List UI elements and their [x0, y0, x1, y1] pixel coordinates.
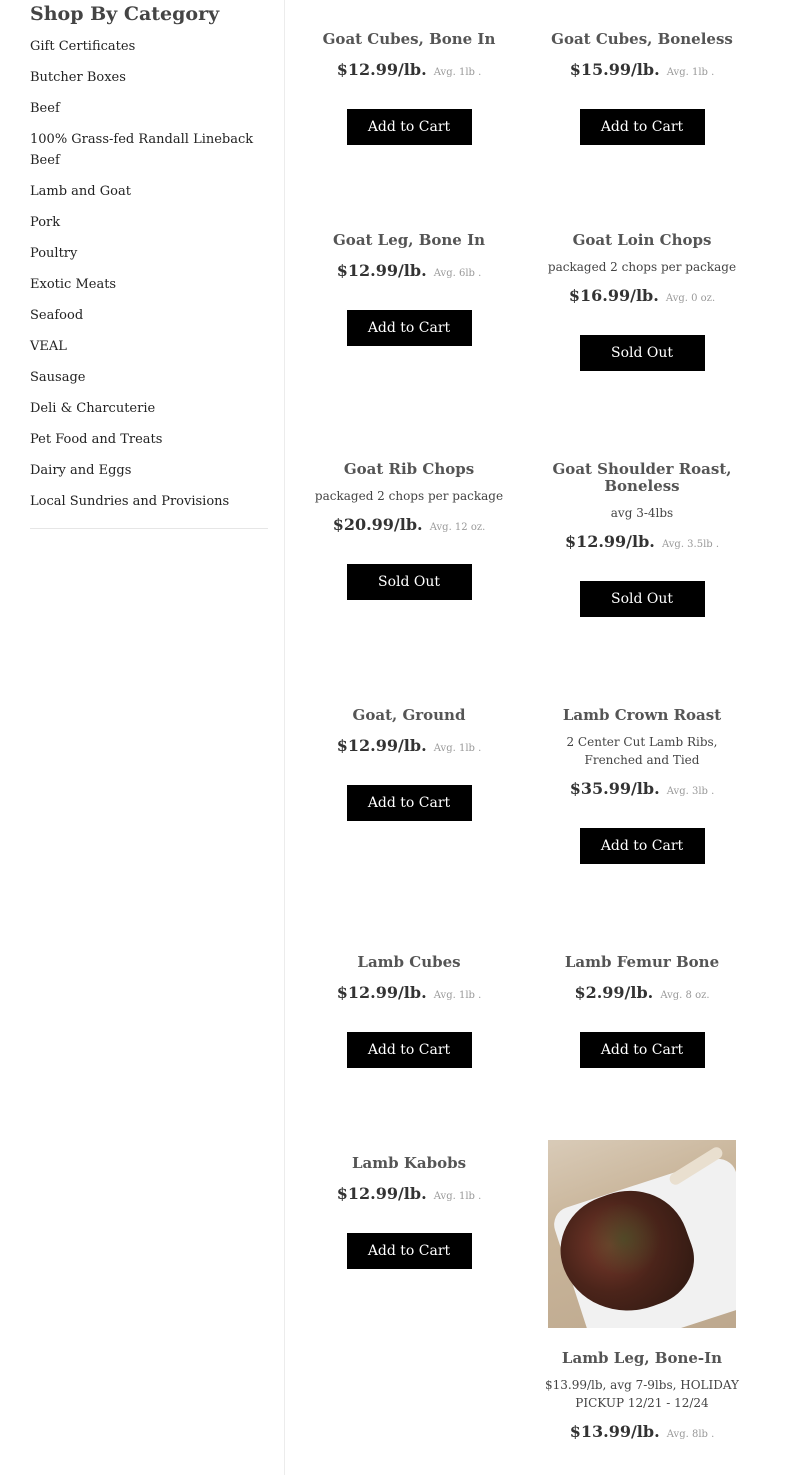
product-price-row: [309, 981, 509, 1008]
product-avg-weight: Avg. 0 oz.: [665, 293, 716, 304]
sold-out-button[interactable]: Sold Out: [580, 581, 705, 617]
product-avg-weight: Avg. 3.5lb .: [661, 539, 720, 550]
product-card: [542, 954, 742, 1068]
product-avg-weight: Avg. 1lb .: [433, 990, 482, 1001]
product-card: [309, 1155, 509, 1269]
product-title[interactable]: Goat Cubes, Boneless: [551, 30, 733, 48]
product-title[interactable]: Lamb Leg, Bone-In: [561, 1349, 723, 1367]
product-price-row: [309, 259, 509, 286]
category-deli-charcuterie[interactable]: Deli & Charcuterie: [30, 401, 156, 416]
product-card: [542, 232, 742, 371]
product-card: [309, 461, 509, 600]
product-avg-weight: Avg. 12 oz.: [429, 522, 486, 533]
category-exotic-meats[interactable]: Exotic Meats: [30, 277, 117, 292]
lamb-leg-photo[interactable]: [548, 1140, 736, 1328]
category-butcher-boxes[interactable]: Butcher Boxes: [30, 70, 126, 85]
sidebar-divider: [30, 528, 268, 529]
product-price: $12.99/lb.: [564, 532, 655, 551]
product-price-row: [309, 1182, 509, 1209]
product-title[interactable]: Goat Leg, Bone In: [333, 231, 485, 249]
product-price-row: [309, 513, 509, 540]
sold-out-button[interactable]: Sold Out: [580, 335, 705, 371]
category-beef[interactable]: Beef: [30, 101, 60, 116]
add-to-cart-button[interactable]: Add to Cart: [580, 109, 705, 145]
product-card: [309, 31, 509, 145]
product-description: avg 3-4lbs: [610, 506, 674, 520]
herb-crust-shape: [584, 1204, 664, 1274]
product-title[interactable]: Goat Cubes, Bone In: [322, 30, 496, 48]
product-title[interactable]: Lamb Kabobs: [351, 1154, 467, 1172]
add-to-cart-button[interactable]: Add to Cart: [580, 1032, 705, 1068]
product-title[interactable]: Lamb Femur Bone: [564, 953, 720, 971]
product-price: $15.99/lb.: [569, 60, 660, 79]
product-price: $13.99/lb.: [569, 1422, 660, 1441]
product-avg-weight: Avg. 6lb .: [433, 268, 482, 279]
category-gift-certificates[interactable]: Gift Certificates: [30, 39, 136, 54]
product-price-row: [309, 58, 509, 85]
category-sausage[interactable]: Sausage: [30, 370, 86, 385]
product-card: [542, 1140, 742, 1447]
product-price-row: [542, 777, 742, 804]
product-title[interactable]: Goat Shoulder Roast, Boneless: [552, 460, 732, 495]
category-poultry[interactable]: Poultry: [30, 246, 78, 261]
product-price-row: [542, 58, 742, 85]
product-card: [309, 232, 509, 346]
product-price: $12.99/lb.: [336, 60, 427, 79]
product-title[interactable]: Lamb Crown Roast: [562, 706, 722, 724]
product-description: packaged 2 chops per package: [547, 260, 737, 274]
sidebar-title: Shop By Category: [30, 3, 220, 25]
category-grass-fed-randall-lineback-beef[interactable]: 100% Grass-fed Randall Lineback Beef: [30, 132, 254, 168]
product-description: $13.99/lb, avg 7-9lbs, HOLIDAY PICKUP 12/21 - 12/24: [545, 1378, 739, 1410]
product-description: packaged 2 chops per package: [314, 489, 504, 503]
product-price: $12.99/lb.: [336, 983, 427, 1002]
product-title[interactable]: Goat, Ground: [352, 706, 466, 724]
product-price: $16.99/lb.: [568, 286, 659, 305]
product-card: [542, 461, 742, 617]
product-price: $12.99/lb.: [336, 261, 427, 280]
product-price: $12.99/lb.: [336, 736, 427, 755]
category-veal[interactable]: VEAL: [30, 339, 67, 354]
product-title[interactable]: Goat Loin Chops: [572, 231, 712, 249]
category-seafood[interactable]: Seafood: [30, 308, 84, 323]
add-to-cart-button[interactable]: Add to Cart: [347, 1233, 472, 1269]
product-price: $12.99/lb.: [336, 1184, 427, 1203]
category-list: [30, 36, 270, 512]
sold-out-button[interactable]: Sold Out: [347, 564, 472, 600]
product-price-row: [542, 284, 742, 311]
category-pet-food-and-treats[interactable]: Pet Food and Treats: [30, 432, 163, 447]
category-lamb-and-goat[interactable]: Lamb and Goat: [30, 184, 131, 199]
add-to-cart-button[interactable]: Add to Cart: [347, 785, 472, 821]
product-price: $20.99/lb.: [332, 515, 423, 534]
category-pork[interactable]: Pork: [30, 215, 61, 230]
product-card: [542, 31, 742, 145]
add-to-cart-button[interactable]: Add to Cart: [347, 1032, 472, 1068]
category-dairy-and-eggs[interactable]: Dairy and Eggs: [30, 463, 132, 478]
product-avg-weight: Avg. 1lb .: [666, 67, 715, 78]
product-price: $2.99/lb.: [574, 983, 654, 1002]
product-price-row: [542, 530, 742, 557]
product-avg-weight: Avg. 1lb .: [433, 67, 482, 78]
category-sidebar: [30, 0, 270, 529]
product-avg-weight: Avg. 3lb .: [666, 786, 715, 797]
add-to-cart-button[interactable]: Add to Cart: [580, 828, 705, 864]
product-description: 2 Center Cut Lamb Ribs, Frenched and Tied: [566, 735, 718, 767]
product-price: $35.99/lb.: [569, 779, 660, 798]
column-divider: [284, 0, 285, 1475]
product-price-row: [542, 981, 742, 1008]
product-avg-weight: Avg. 8 oz.: [660, 990, 710, 1001]
product-avg-weight: Avg. 8lb .: [666, 1429, 715, 1440]
product-card: [309, 707, 509, 821]
product-avg-weight: Avg. 1lb .: [433, 743, 482, 754]
add-to-cart-button[interactable]: Add to Cart: [347, 109, 472, 145]
product-price-row: [542, 1420, 742, 1447]
add-to-cart-button[interactable]: Add to Cart: [347, 310, 472, 346]
product-card: [542, 707, 742, 864]
product-title[interactable]: Goat Rib Chops: [343, 460, 475, 478]
product-avg-weight: Avg. 1lb .: [433, 1191, 482, 1202]
product-price-row: [309, 734, 509, 761]
category-local-sundries-and-provisions[interactable]: Local Sundries and Provisions: [30, 494, 230, 509]
product-card: [309, 954, 509, 1068]
product-title[interactable]: Lamb Cubes: [357, 953, 461, 971]
